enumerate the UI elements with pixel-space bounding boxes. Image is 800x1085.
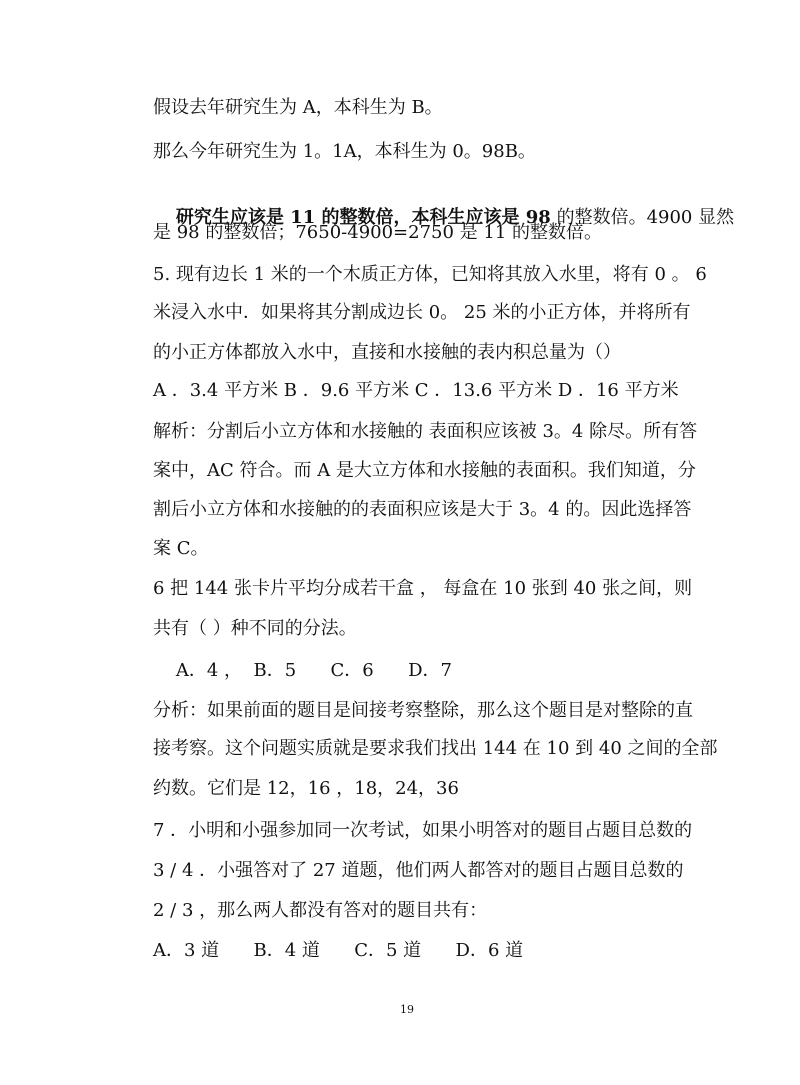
question-5-line-3: 的小正方体都放入水中，直接和水接触的表内积总量为（）	[153, 342, 621, 363]
page-number: 19	[400, 1003, 414, 1016]
question-6-options: A．4 ， B．5 C．6 D．7	[153, 660, 452, 681]
bold-text: 研究生应该是	[175, 207, 291, 228]
question-5-line-2: 米浸入水中．如果将其分割成边长 0。 25 米的小正方体，并将所有	[153, 302, 691, 323]
question-6-line-2: 共有（ ）种不同的分法。	[153, 618, 357, 639]
analysis-6-line-2: 接考察。这个问题实质就是要求我们找出 144 在 10 到 40 之间的全部	[153, 738, 718, 759]
analysis-5-line-2: 案中，AC 符合。而 A 是大立方体和水接触的表面积。我们知道，分	[153, 460, 696, 481]
analysis-6-line-1: 分析：如果前面的题目是间接考察整除，那么这个题目是对整除的直	[153, 700, 693, 721]
question-5-options: A ．3.4 平方米 B ．9.6 平方米 C ．13.6 平方米 D ．16 平方米	[153, 380, 679, 401]
question-5-line-1: 5. 现有边长 1 米的一个木质正方体，已知将其放入水里，将有 0 。 6	[153, 264, 707, 285]
question-7-line-2: 3 / 4 ．小强答对了 27 道题，他们两人都答对的题目占题目总数的	[153, 860, 684, 881]
bold-text: 的整数倍，本科生应该是	[315, 207, 526, 228]
analysis-5-line-3: 割后小立方体和水接触的的表面积应该是大于 3。4 的。因此选择答	[153, 499, 692, 520]
question-7-line-1: 7 ．小明和小强参加同一次考试，如果小明答对的题目占题目总数的	[153, 820, 693, 841]
text-line-1: 假设去年研究生为 A，本科生为 B。	[153, 97, 443, 118]
text-line-2: 那么今年研究生为 1。1A，本科生为 0。98B。	[153, 141, 536, 162]
analysis-6-line-3: 约数。它们是 12，16 ，18，24，36	[153, 778, 459, 799]
bold-number: 98	[525, 207, 551, 228]
bold-number: 11	[290, 207, 316, 228]
question-6-line-1: 6 把 144 张卡片平均分成若干盒 ， 每盒在 10 张到 40 张之间，则	[153, 578, 693, 599]
text-line-4: 是 98 的整数倍；7650-4900=2750 是 11 的整数倍。	[153, 222, 603, 243]
analysis-5-line-1: 解析：分割后小立方体和水接触的 表面积应该被 3。4 除尽。所有答	[153, 421, 698, 442]
analysis-5-line-4: 案 C。	[153, 538, 209, 559]
normal-text: 的整数倍。4900 显然	[550, 207, 735, 228]
question-7-line-3: 2 / 3 ，那么两人都没有答对的题目共有：	[153, 900, 488, 921]
question-7-options: A．3 道 B．4 道 C．5 道 D．6 道	[153, 940, 524, 961]
